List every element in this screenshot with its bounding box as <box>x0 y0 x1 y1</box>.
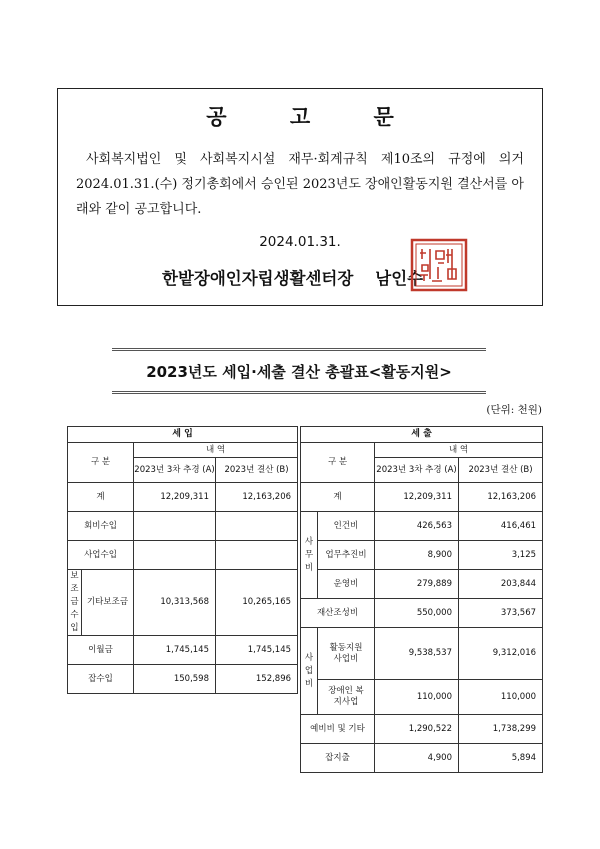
expense-row-b: 3,125 <box>459 541 543 570</box>
expense-row-label: 재산조성비 <box>301 599 375 628</box>
notice-body: 사회복지법인 및 사회복지시설 재무·회계규칙 제10조의 규정에 의거 2024.01.31.(수) 정기총회에서 승인된 2023년도 장애인활동지원 결산서를 아래와 같이 공고합니다. <box>76 152 524 217</box>
subsidy-b: 10,265,165 <box>216 570 298 636</box>
revenue-detail-header: 내 역 <box>134 443 298 458</box>
expense-total-label: 계 <box>301 483 375 512</box>
revenue-col-a-header: 2023년 3차 추경 (A) <box>134 458 216 483</box>
expense-row-b: 110,000 <box>459 680 543 715</box>
expense-detail-header: 내 역 <box>375 443 543 458</box>
revenue-total-label: 계 <box>68 483 134 512</box>
expense-row-a: 550,000 <box>375 599 459 628</box>
expense-row-label: 업무추진비 <box>318 541 375 570</box>
revenue-category-header: 구 분 <box>68 443 134 483</box>
expense-row-b: 203,844 <box>459 570 543 599</box>
expense-row-label: 잡지출 <box>301 744 375 773</box>
expense-row-b: 9,312,016 <box>459 628 543 680</box>
revenue-row-a <box>134 512 216 541</box>
revenue-row-b: 1,745,145 <box>216 636 298 665</box>
revenue-row-label: 이월금 <box>68 636 134 665</box>
revenue-total-b: 12,163,206 <box>216 483 298 512</box>
notice-signature <box>162 265 423 289</box>
admin-group-label: 사무비 <box>301 512 318 599</box>
revenue-row-label: 사업수입 <box>68 541 134 570</box>
revenue-total-a: 12,209,311 <box>134 483 216 512</box>
project-group-label: 사업비 <box>301 628 318 715</box>
expense-category-header: 구 분 <box>301 443 375 483</box>
revenue-row-a: 1,745,145 <box>134 636 216 665</box>
expense-total-b: 12,163,206 <box>459 483 543 512</box>
expense-row-a: 426,563 <box>375 512 459 541</box>
revenue-header: 세 입 <box>68 427 298 443</box>
revenue-col-b-header: 2023년 결산 (B) <box>216 458 298 483</box>
expense-col-a-header: 2023년 3차 추경 (A) <box>375 458 459 483</box>
summary-title: 2023년도 세입·세출 결산 총괄표<활동지원> <box>146 363 452 381</box>
revenue-row-b <box>216 541 298 570</box>
unit-label: (단위: 천원) <box>486 404 542 416</box>
expense-row-b: 1,738,299 <box>459 715 543 744</box>
expense-row-label: 인건비 <box>318 512 375 541</box>
expense-row-a: 110,000 <box>375 680 459 715</box>
expense-row-b: 5,894 <box>459 744 543 773</box>
expense-row-a: 279,889 <box>375 570 459 599</box>
notice-box <box>57 88 543 306</box>
subsidy-group-label: 보조금수입 <box>68 570 82 636</box>
expense-row-label: 운영비 <box>318 570 375 599</box>
expense-header: 세 출 <box>301 427 543 443</box>
expense-table <box>300 426 543 773</box>
summary-title-block <box>112 348 486 394</box>
expense-row-b: 373,567 <box>459 599 543 628</box>
expense-row-a: 4,900 <box>375 744 459 773</box>
expense-total-a: 12,209,311 <box>375 483 459 512</box>
notice-title: 공 고 문 <box>206 105 422 129</box>
revenue-row-a <box>134 541 216 570</box>
revenue-row-label: 회비수입 <box>68 512 134 541</box>
expense-col-b-header: 2023년 결산 (B) <box>459 458 543 483</box>
organization-name: 한밭장애인자립생활센터장 <box>162 269 354 288</box>
notice-date: 2024.01.31. <box>259 234 341 250</box>
revenue-row-a: 150,598 <box>134 665 216 694</box>
expense-row-label: 예비비 및 기타 <box>301 715 375 744</box>
representative-name: 남인수 <box>375 269 424 288</box>
expense-row-a: 1,290,522 <box>375 715 459 744</box>
expense-row-b: 416,461 <box>459 512 543 541</box>
revenue-row-b: 152,896 <box>216 665 298 694</box>
revenue-table <box>67 426 298 694</box>
revenue-row-label: 잡수입 <box>68 665 134 694</box>
subsidy-label: 기타보조금 <box>82 570 134 636</box>
official-seal-icon <box>408 237 470 293</box>
expense-row-label: 장애인 복지사업 <box>318 680 375 715</box>
expense-row-a: 9,538,537 <box>375 628 459 680</box>
subsidy-a: 10,313,568 <box>134 570 216 636</box>
expense-row-a: 8,900 <box>375 541 459 570</box>
revenue-row-b <box>216 512 298 541</box>
expense-row-label: 활동지원 사업비 <box>318 628 375 680</box>
